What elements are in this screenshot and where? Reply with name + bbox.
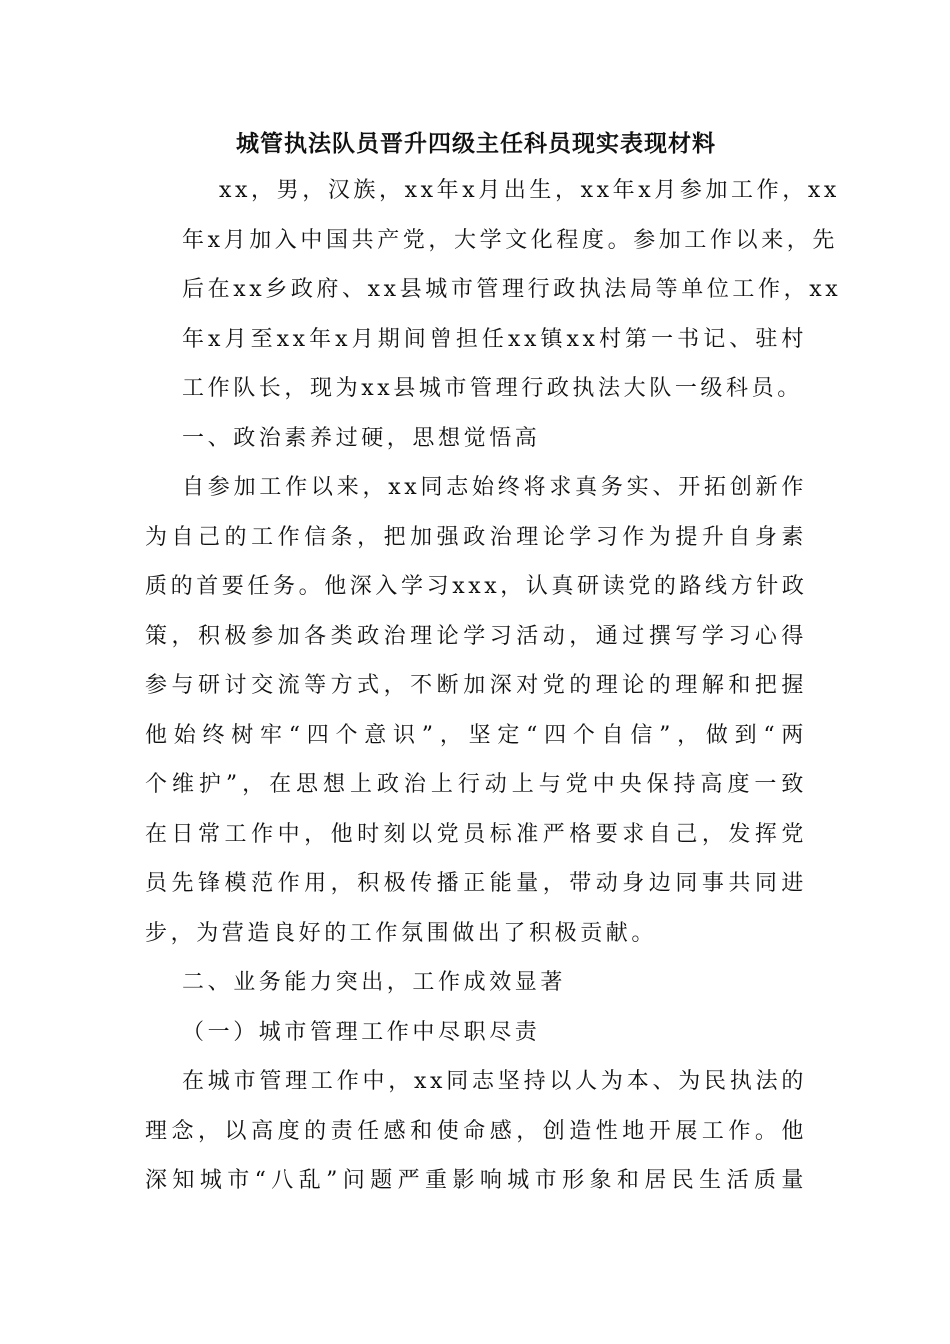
text-line: 工作队长，现为xx县城市管理行政执法大队一级科员。 [182,376,803,401]
text-line: 参与研讨交流等方式，不断加深对党的理论的理解和把握 [145,673,807,698]
document-page [145,122,842,1206]
text-line: 年x月加入中国共产党，大学文化程度。参加工作以来，先 [182,227,839,253]
text-line: 后在xx乡政府、xx县城市管理行政执法局等单位工作，xx [182,277,842,302]
text-line: 自参加工作以来，xx同志始终将求真务实、开拓创新作 [182,475,807,500]
intro-paragraph [145,166,842,414]
document-title: 城管执法队员晋升四级主任科员现实表现材料 [236,131,716,157]
text-line: 步，为营造良好的工作氛围做出了积极贡献。 [145,920,658,946]
text-line: 个维护”，在思想上政治上行动上与党中央保持高度一致 [145,772,807,797]
text-line: 深知城市“八乱”问题严重影响城市形象和居民生活质量 [145,1168,807,1193]
subsection-heading-1: （一）城市管理工作中尽职尽责 [182,1019,541,1045]
text-line: 他始终树牢“四个意识”，坚定“四个自信”，做到“两 [145,722,807,748]
text-line: 在城市管理工作中，xx同志坚持以人为本、为民执法的 [182,1069,807,1094]
section-heading-1: 一、政治素养过硬，思想觉悟高 [182,425,541,451]
text-line: 策，积极参加各类政治理论学习活动，通过撰写学习心得 [145,623,807,649]
political-paragraph [145,463,807,958]
text-line: 理念，以高度的责任感和使命感，创造性地开展工作。他 [145,1118,807,1144]
text-line: xx，男，汉族，xx年x月出生，xx年x月参加工作，xx [219,178,840,203]
text-line: 质的首要任务。他深入学习xxx，认真研读党的路线方针政 [145,574,808,599]
text-line: 为自己的工作信条，把加强政治理论学习作为提升自身素 [145,524,807,550]
text-line: 员先锋模范作用，积极传播正能量，带动身边同事共同进 [145,871,807,896]
section-heading-2: 二、业务能力突出，工作成效显著 [182,970,567,995]
text-line: 在日常工作中，他时刻以党员标准严格要求自己，发挥党 [145,821,807,847]
text-line: 年x月至xx年x月期间曾担任xx镇xx村第一书记、驻村 [182,326,807,352]
city-management-paragraph [145,1057,807,1206]
